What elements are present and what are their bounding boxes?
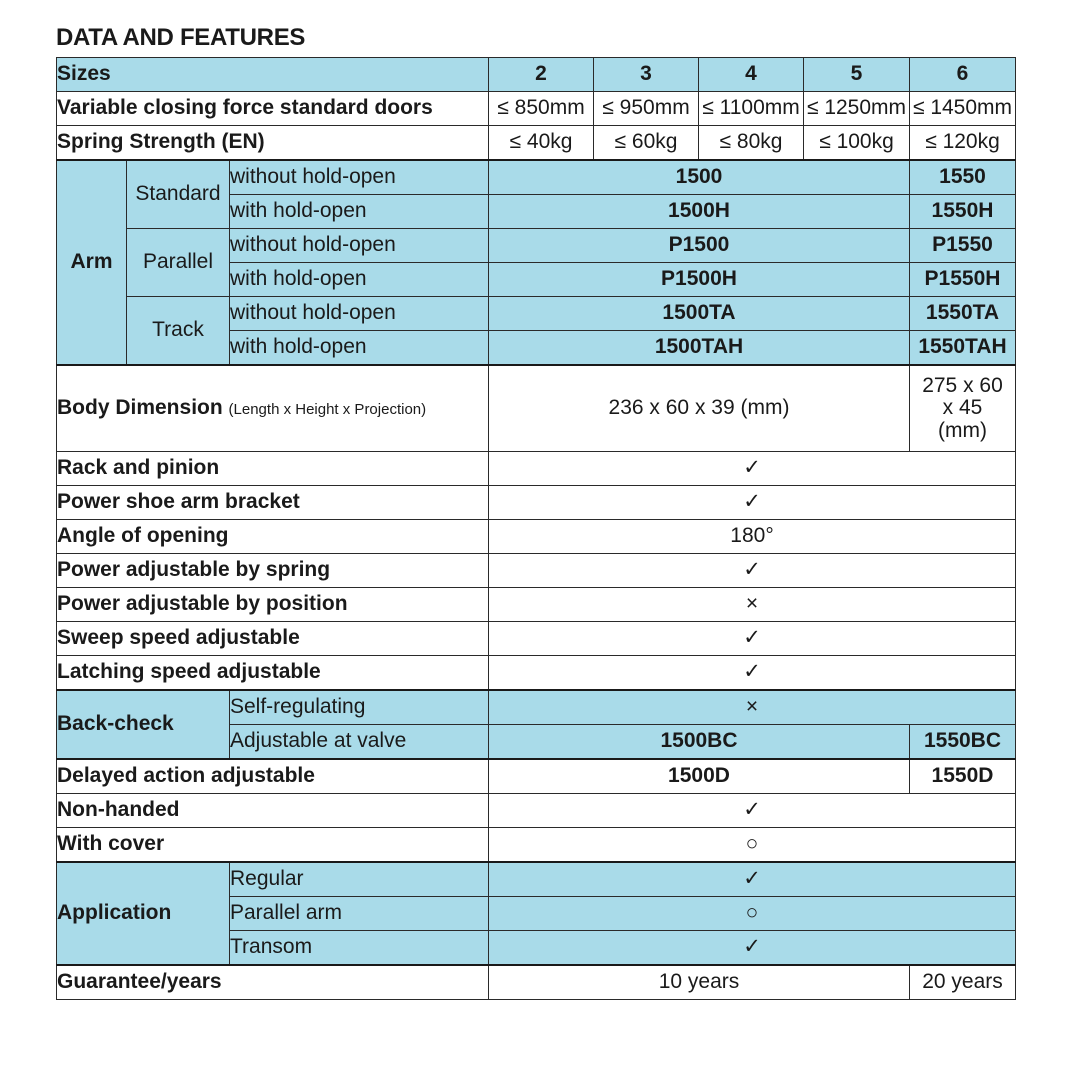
- delayed-action-size6: 1550D: [910, 759, 1016, 794]
- feature-row: [57, 486, 1016, 520]
- sizes-row: [57, 58, 1016, 92]
- with-cover-row: [57, 828, 1016, 863]
- arm-parallel-without-value: P1500: [489, 229, 910, 263]
- feature-label: Angle of opening: [57, 520, 489, 554]
- application-transom-label: Transom: [230, 931, 489, 966]
- sizes-label: Sizes: [57, 58, 489, 92]
- feature-row: [57, 656, 1016, 691]
- arm-track-with-value: 1500TAH: [489, 331, 910, 366]
- non-handed-label: Non-handed: [57, 794, 489, 828]
- feature-value: ×: [489, 588, 1016, 622]
- feature-value: ✓: [489, 656, 1016, 691]
- feature-row: [57, 520, 1016, 554]
- back-check-valve-size6: 1550BC: [910, 725, 1016, 760]
- feature-row: [57, 588, 1016, 622]
- closing-force-2: ≤ 850mm: [489, 92, 594, 126]
- arm-standard-label: Standard: [127, 160, 230, 229]
- spring-strength-4: ≤ 80kg: [699, 126, 804, 161]
- arm-parallel-without-row: [57, 229, 1016, 263]
- application-regular-row: [57, 862, 1016, 897]
- spring-strength-3: ≤ 60kg: [594, 126, 699, 161]
- body-dimension-value: 236 x 60 x 39 (mm): [489, 365, 910, 452]
- closing-force-6: ≤ 1450mm: [910, 92, 1016, 126]
- feature-label: Sweep speed adjustable: [57, 622, 489, 656]
- spring-strength-label: Spring Strength (EN): [57, 126, 489, 161]
- back-check-valve-label: Adjustable at valve: [230, 725, 489, 760]
- non-handed-row: [57, 794, 1016, 828]
- feature-label: Latching speed adjustable: [57, 656, 489, 691]
- data-features-table: [56, 57, 1016, 1000]
- page-title: DATA AND FEATURES: [56, 24, 306, 51]
- size-4: 4: [699, 58, 804, 92]
- back-check-label: Back-check: [57, 690, 230, 759]
- arm-parallel-with-label: with hold-open: [230, 263, 489, 297]
- body-dimension-note: (Length x Height x Projection): [228, 401, 427, 419]
- feature-label: Power shoe arm bracket: [57, 486, 489, 520]
- guarantee-label: Guarantee/years: [57, 965, 489, 1000]
- body-dimension-label: Body Dimension: [57, 396, 223, 420]
- body-dimension-size6: 275 x 60 x 45 (mm): [910, 365, 1016, 452]
- arm-track-without-size6: 1550TA: [910, 297, 1016, 331]
- delayed-action-label: Delayed action adjustable: [57, 759, 489, 794]
- application-parallel-label: Parallel arm: [230, 897, 489, 931]
- feature-label: Rack and pinion: [57, 452, 489, 486]
- closing-force-row: [57, 92, 1016, 126]
- feature-row: [57, 554, 1016, 588]
- back-check-valve-value: 1500BC: [489, 725, 910, 760]
- arm-standard-without-size6: 1550: [910, 160, 1016, 195]
- application-label: Application: [57, 862, 230, 965]
- spring-strength-row: [57, 126, 1016, 161]
- arm-track-with-label: with hold-open: [230, 331, 489, 366]
- arm-label: Arm: [57, 160, 127, 365]
- spring-strength-5: ≤ 100kg: [804, 126, 910, 161]
- spring-strength-2: ≤ 40kg: [489, 126, 594, 161]
- application-regular-value: ✓: [489, 862, 1016, 897]
- closing-force-4: ≤ 1100mm: [699, 92, 804, 126]
- feature-value: 180°: [489, 520, 1016, 554]
- closing-force-label: Variable closing force standard doors: [57, 92, 489, 126]
- delayed-action-row: [57, 759, 1016, 794]
- arm-parallel-without-size6: P1550: [910, 229, 1016, 263]
- application-regular-label: Regular: [230, 862, 489, 897]
- spring-strength-6: ≤ 120kg: [910, 126, 1016, 161]
- size-3: 3: [594, 58, 699, 92]
- arm-track-with-size6: 1550TAH: [910, 331, 1016, 366]
- arm-parallel-label: Parallel: [127, 229, 230, 297]
- arm-track-without-value: 1500TA: [489, 297, 910, 331]
- feature-row: [57, 622, 1016, 656]
- arm-standard-with-size6: 1550H: [910, 195, 1016, 229]
- body-dimension-label-cell: [57, 365, 489, 452]
- feature-value: ✓: [489, 486, 1016, 520]
- arm-track-without-label: without hold-open: [230, 297, 489, 331]
- with-cover-label: With cover: [57, 828, 489, 863]
- closing-force-5: ≤ 1250mm: [804, 92, 910, 126]
- feature-value: ✓: [489, 452, 1016, 486]
- application-transom-value: ✓: [489, 931, 1016, 966]
- arm-track-label: Track: [127, 297, 230, 366]
- back-check-self-value: ×: [489, 690, 1016, 725]
- feature-label: Power adjustable by position: [57, 588, 489, 622]
- non-handed-value: ✓: [489, 794, 1016, 828]
- arm-standard-with-label: with hold-open: [230, 195, 489, 229]
- guarantee-size6: 20 years: [910, 965, 1016, 1000]
- arm-standard-with-value: 1500H: [489, 195, 910, 229]
- guarantee-row: [57, 965, 1016, 1000]
- back-check-self-label: Self-regulating: [230, 690, 489, 725]
- feature-value: ✓: [489, 622, 1016, 656]
- arm-parallel-without-label: without hold-open: [230, 229, 489, 263]
- arm-standard-without-label: without hold-open: [230, 160, 489, 195]
- back-check-self-row: [57, 690, 1016, 725]
- feature-label: Power adjustable by spring: [57, 554, 489, 588]
- delayed-action-value: 1500D: [489, 759, 910, 794]
- arm-track-without-row: [57, 297, 1016, 331]
- arm-standard-without-row: [57, 160, 1016, 195]
- size-2: 2: [489, 58, 594, 92]
- feature-row: [57, 452, 1016, 486]
- body-dimension-row: [57, 365, 1016, 452]
- arm-parallel-with-size6: P1550H: [910, 263, 1016, 297]
- guarantee-value: 10 years: [489, 965, 910, 1000]
- with-cover-value: ○: [489, 828, 1016, 863]
- arm-parallel-with-value: P1500H: [489, 263, 910, 297]
- size-5: 5: [804, 58, 910, 92]
- arm-standard-without-value: 1500: [489, 160, 910, 195]
- size-6: 6: [910, 58, 1016, 92]
- closing-force-3: ≤ 950mm: [594, 92, 699, 126]
- feature-value: ✓: [489, 554, 1016, 588]
- application-parallel-value: ○: [489, 897, 1016, 931]
